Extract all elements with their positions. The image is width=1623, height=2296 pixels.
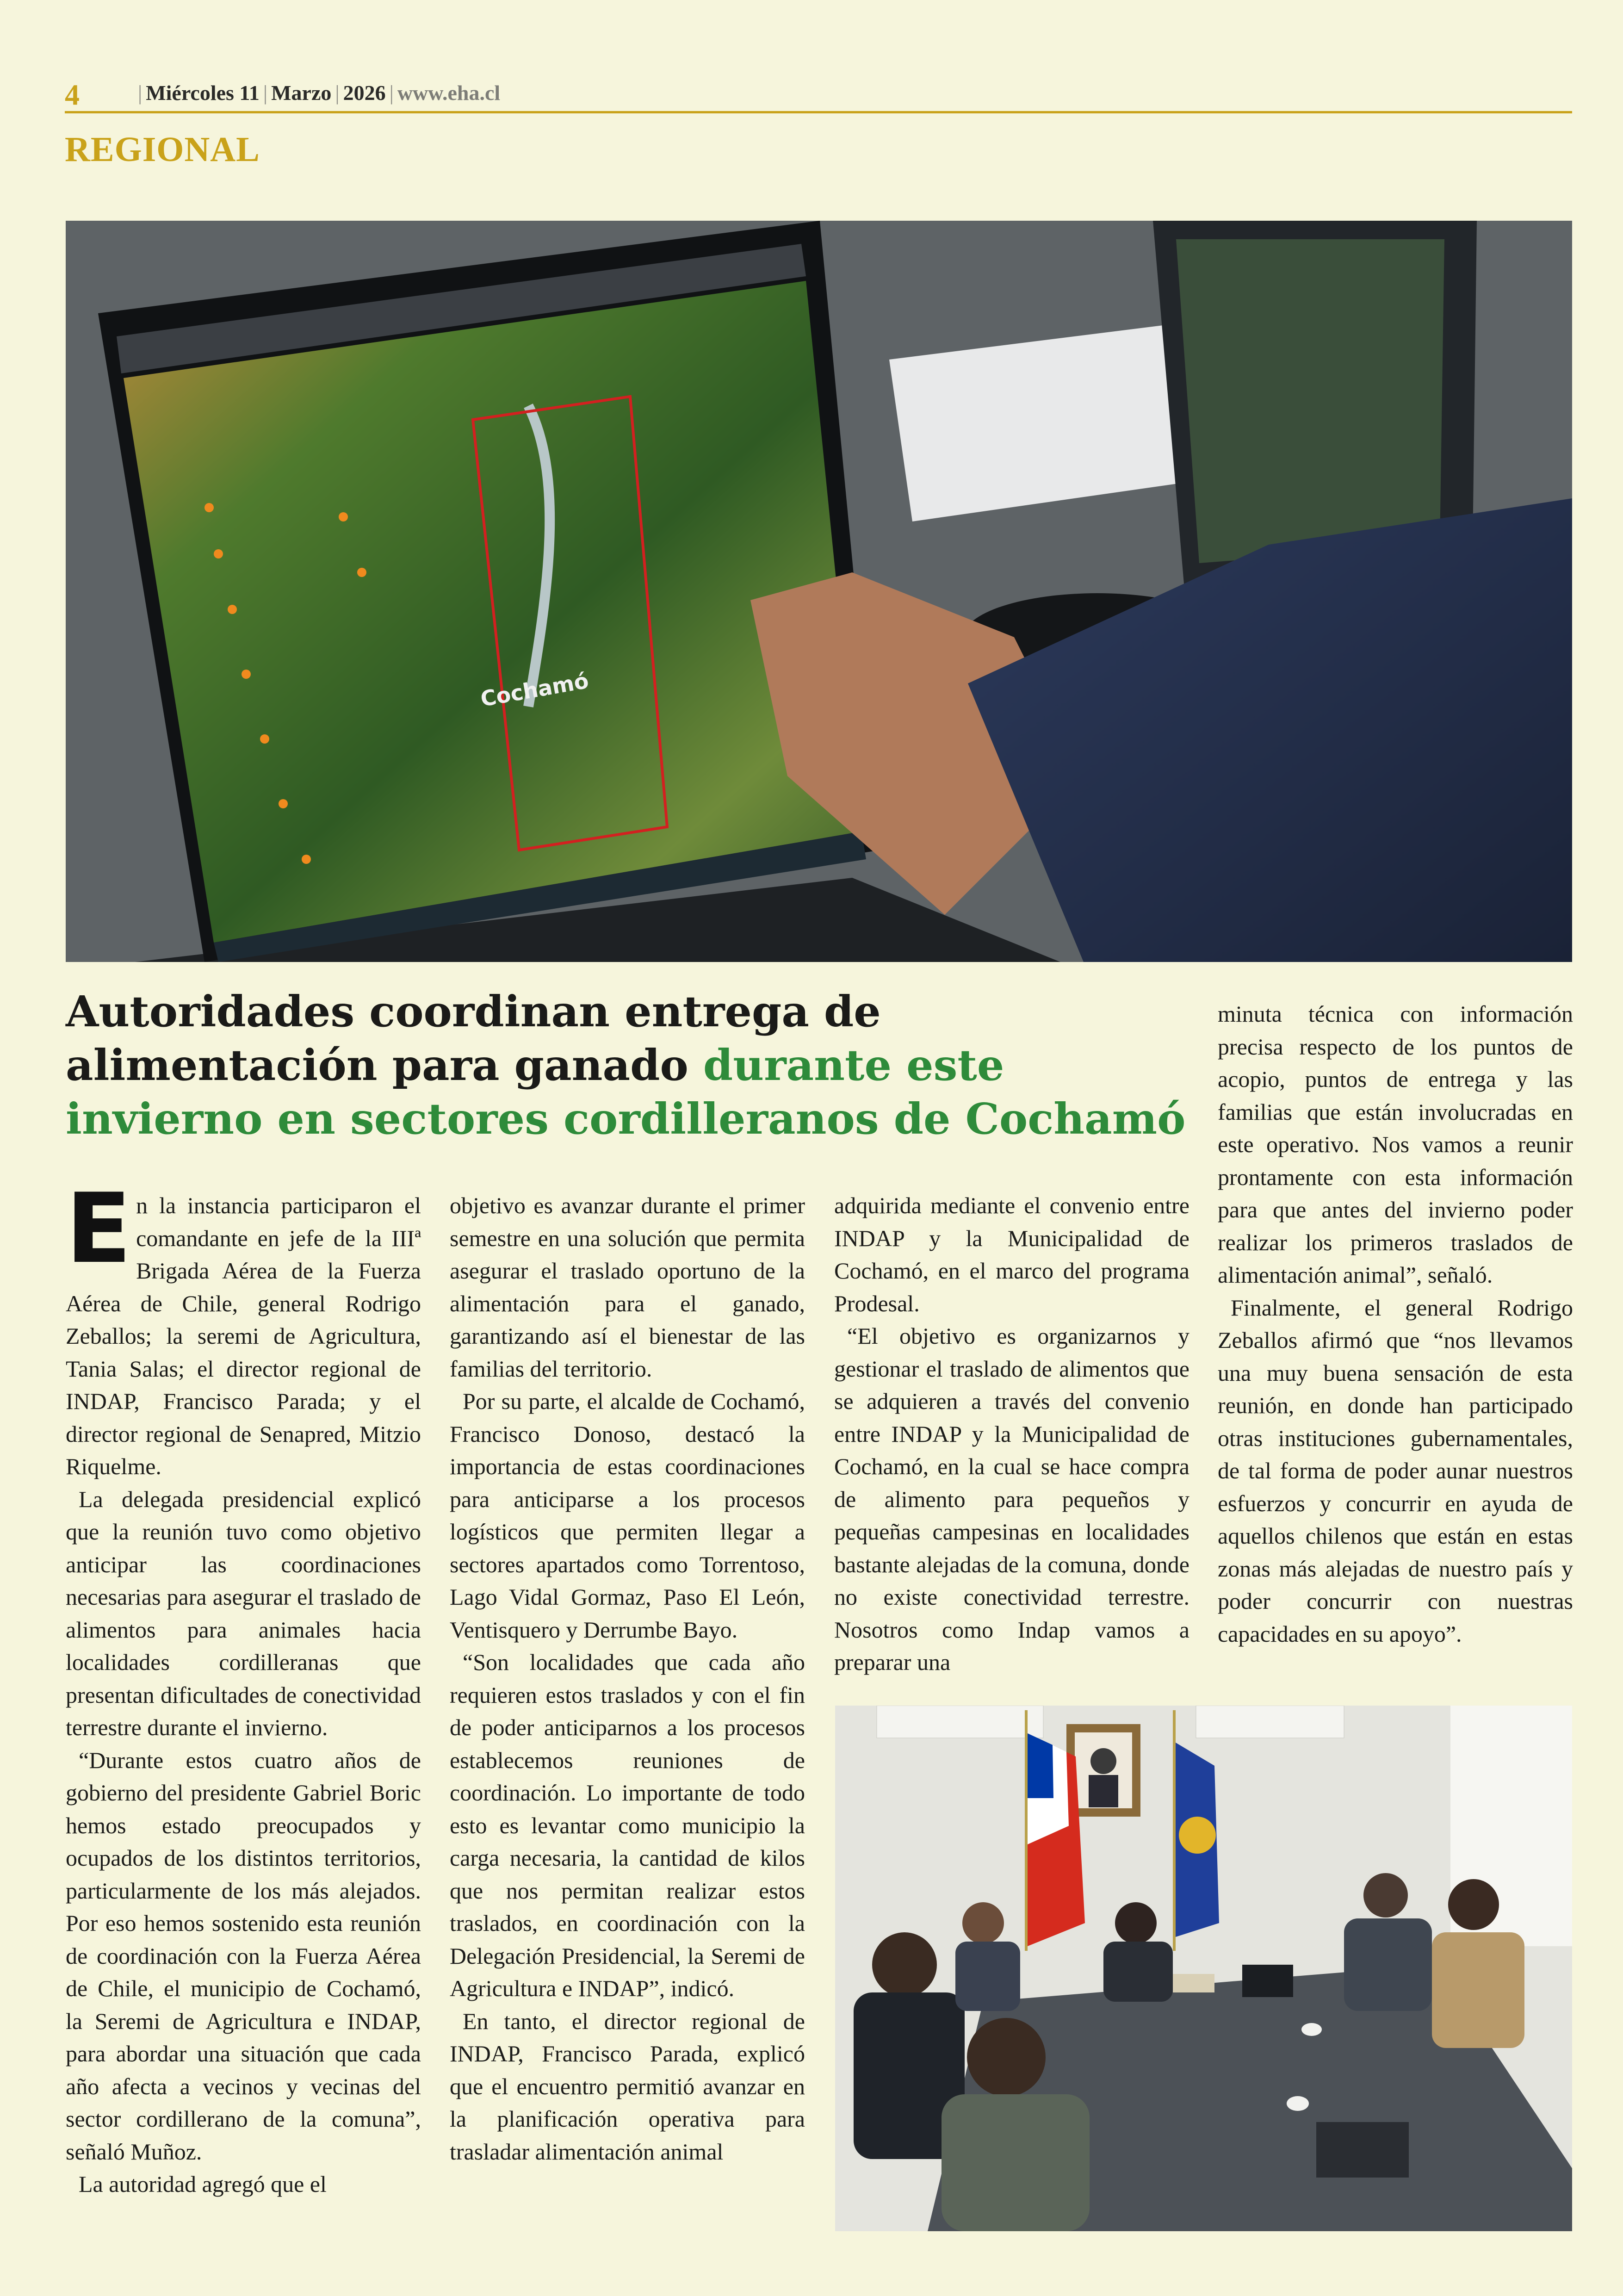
article-paragraph: La delegada presidencial explicó que la reunión tuvo como objetivo anticipar las coordinaciones necesarias para asegurar el traslado de alimentos para animales hacia localidades cordilleranas que presentan dificultades de conectividad terrestre durante el invierno. bbox=[66, 1486, 421, 1740]
article-paragraph: “El objetivo es organizarnos y gestionar el traslado de alimentos que se adquieren a través del convenio entre INDAP y la Municipalidad de Cochamó, en la cual se hace compra de alimento para pequeños y pequeñas campesinas en localidades bastante alejadas de la comuna, donde no existe conectividad terrestre. Nosotros como Indap vamos a preparar una bbox=[834, 1323, 1189, 1675]
issue-month: Marzo bbox=[271, 81, 332, 105]
article-paragraph: adquirida mediante el convenio entre INDAP y la Municipalidad de Cochamó, en el marco del programa Prodesal. bbox=[834, 1192, 1189, 1316]
article-paragraph: En tanto, el director regional de INDAP, Francisco Parada, explicó que el encuentro permitió avanzar en la planificación operativa para trasladar alimentación animal bbox=[450, 2008, 805, 2165]
laptop-map-photo bbox=[66, 221, 1572, 962]
article-paragraph: Por su parte, el alcalde de Cochamó, Francisco Donoso, destacó la importancia de estas coordinaciones para anticiparse a los procesos logísticos que permiten llegar a sectores apartados como Torrentoso, Lago Vidal Gormaz, Paso El León, Ventisquero y Derrumbe Bayo. bbox=[450, 1388, 805, 1643]
issue-date-line: | Miércoles 11 | Marzo | 2026 | www.eha.cl bbox=[138, 81, 501, 105]
article-paragraph: “Son localidades que cada año requieren estos traslados y con el fin de poder anticiparnos a los procesos establecemos reuniones de coordinación. Lo importante de todo esto es levantar como municipio la carga necesaria, la cantidad de kilos que nos permitan realizar estos traslados, en coordinación con la Delegación Presidencial, la Seremi de Agricultura e INDAP”, indicó. bbox=[450, 1649, 805, 2001]
page-number: 4 bbox=[65, 78, 80, 111]
article-column-1 bbox=[66, 1173, 421, 2201]
article-headline bbox=[66, 985, 1195, 1146]
article-paragraph: En la instancia participaron el comandante en jefe de la IIIª Brigada Aérea de la Fuerza Aérea de Chile, general Rodrigo Zeballos; la seremi de Agricultura, Tania Salas; el director regional de INDAP, Francisco Parada; y el director regional de Senapred, Mitzio Riquelme. bbox=[66, 1173, 421, 1479]
map-place-label: Cochamó bbox=[478, 668, 591, 712]
article-column-2 bbox=[450, 1189, 805, 2168]
meeting-illustration bbox=[835, 1706, 1572, 2231]
drop-cap: E bbox=[66, 1173, 132, 1285]
article-column-3 bbox=[834, 1189, 1189, 1679]
headline-primary: Autoridades coordinan entrega de alimentación para ganado bbox=[66, 987, 881, 1090]
website-link[interactable]: www.eha.cl bbox=[397, 81, 501, 105]
issue-year: 2026 bbox=[343, 81, 386, 105]
article-paragraph: “Durante estos cuatro años de gobierno del presidente Gabriel Boric hemos estado preocupados y ocupados de los distintos territorios, particularmente de los más alejados. Por eso hemos sostenido esta reunión de coordinación con la Fuerza Aérea de Chile, el municipio de Cochamó, la Seremi de Agricultura e INDAP, para abordar una situación que cada año afecta a vecinos y vecinas del sector cordillerano de la comuna”, señaló Muñoz. bbox=[66, 1747, 421, 2165]
issue-day: Miércoles 11 bbox=[146, 81, 260, 105]
headline-accent: durante este invierno en sectores cordilleranos de Cochamó bbox=[66, 1040, 1186, 1144]
laptop-map-illustration bbox=[66, 221, 1572, 962]
meeting-photo bbox=[835, 1706, 1572, 2231]
page-header bbox=[65, 74, 1572, 113]
header-rule bbox=[65, 111, 1572, 113]
article-paragraph: objetivo es avanzar durante el primer semestre en una solución que permita asegurar el traslado oportuno de la alimentación para el ganado, garantizando así el bienestar de las familias del territorio. bbox=[450, 1192, 805, 1382]
article-paragraph: Finalmente, el general Rodrigo Zeballos afirmó que “nos llevamos una muy buena sensación de esta reunión, en donde han participado otras instituciones gubernamentales, de tal forma de poder aunar nuestros esfuerzos y concurrir en ayuda de aquellos chilenos que están en estas zonas más alejadas de nuestro país y poder concurrir con nuestras capacidades en su apoyo”. bbox=[1218, 1294, 1573, 1647]
section-title: REGIONAL bbox=[65, 130, 260, 169]
article-column-4 bbox=[1218, 998, 1573, 1650]
article-paragraph: La autoridad agregó que el bbox=[79, 2171, 327, 2197]
article-paragraph: minuta técnica con información precisa respecto de los puntos de acopio, puntos de entrega y las familias que están involucradas en este operativo. Nos vamos a reunir prontamente con esta información para que antes del invierno poder realizar los primeros traslados de alimentación animal”, señaló. bbox=[1218, 1001, 1573, 1288]
